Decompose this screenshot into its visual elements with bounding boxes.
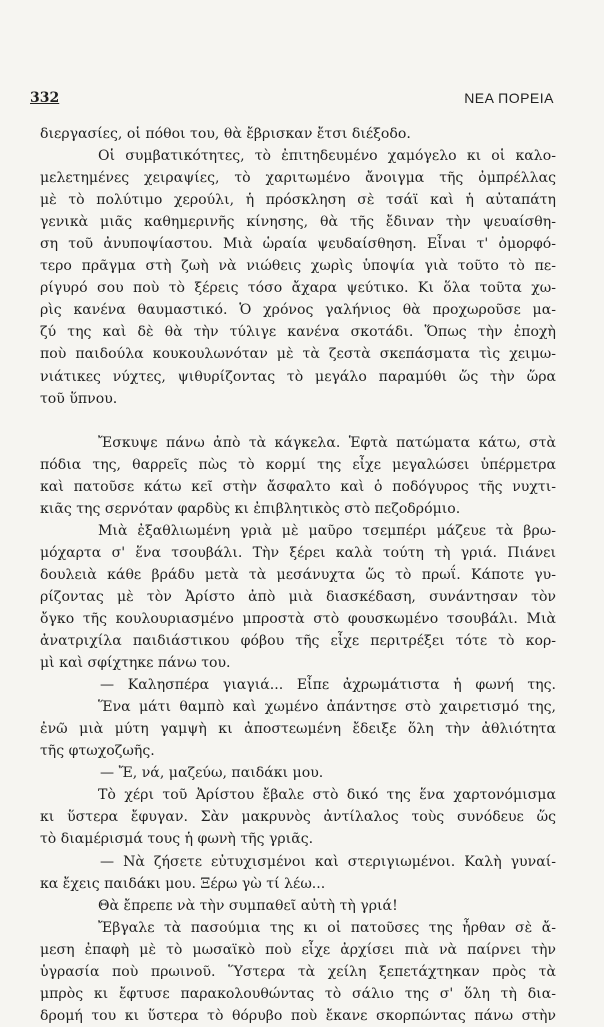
text-line: Οἱ συμβατικότητες, τὸ ἐπιτηδευμένο χαμόγελο κι οἱ καλο-: [98, 148, 556, 165]
text-line: τοῦ ὕπνου.: [40, 390, 118, 407]
text-line: Θὰ ἔπρεπε νὰ τὴν συμπαθεῖ αὐτὴ τὴ γριά!: [98, 897, 398, 914]
page-header: [30, 86, 554, 108]
text-line: Μιὰ ἐξαθλιωμένη γριὰ μὲ μαῦρο τσεμπέρι μάζευε τὰ βρω-: [98, 522, 556, 539]
text-line: κι ὕστερα ἔφυγαν. Σὰν μακρυνὸς ἀντίλαλος τοὺς συνόδευε ὥς: [40, 809, 556, 826]
text-line: — Ἔ, νά, μαζεύω, παιδάκι μου.: [100, 765, 324, 782]
text-line: Ἕνα μάτι θαμπὸ καὶ χωμένο ἀπάντησε στὸ χαιρετισμό της,: [98, 699, 556, 716]
text-line: ἐνῶ μιὰ μύτη γαμψὴ κι ἀποστεωμένη ἔδειξε ὅλη τὴν ἀθλιότητα: [40, 721, 556, 738]
text-line: Ἔσκυψε πάνω ἀπὸ τὰ κάγκελα. Ἑφτὰ πατώματα κάτω, στὰ: [98, 434, 556, 451]
text-line: πόδια της, θαρρεῖς πὼς τὸ κορμί της εἶχε μεγαλώσει ὑπέρμετρα: [40, 456, 556, 473]
text-line: — Καλησπέρα γιαγιά... Εἶπε ἀχρωμάτιστα ἡ φωνή της.: [100, 677, 556, 694]
text-line: μόχαρτα σ' ἕνα τσουβάλι. Τὴν ξέρει καλὰ τούτη τὴ γριά. Πιάνει: [40, 544, 556, 561]
text-line: μὶ καὶ σφίχτηκε πάνω του.: [40, 655, 231, 672]
text-line: ζύ της καὶ δὲ θὰ τὴν τύλιγε κανένα σκοτάδι. Ὅπως τὴν ἐποχὴ: [40, 324, 556, 341]
text-line: ρίζοντας μὲ τὸν Ἀρίστο ἀπὸ μιὰ διασκέδαση, συνάντησαν τὸν: [40, 588, 556, 605]
text-line: — Νὰ ζήσετε εὐτυχισμένοι καὶ στεριγιωμένοι. Καλὴ γυναί-: [100, 853, 556, 870]
text-line: κιᾶς της σερνόταν φαρδὺς κι ἐπιβλητικὸς στὸ πεζοδρόμιο.: [40, 500, 461, 517]
text-line: μελετημένες χειραψίες, τὸ χαριτωμένο ἄνοιγμα τῆς ὀμπρέλλας: [40, 170, 556, 187]
text-line: ση τοῦ ἀνυποψίαστου. Μιὰ ὡραία ψευδαίσθηση. Εἶναι τ' ὀμορφό-: [40, 236, 556, 253]
text-line: γενικὰ μιᾶς καθημερινῆς κίνησης, θὰ τῆς ἔδιναν τὴν ψευαίσθη-: [40, 214, 556, 231]
page-number: 332: [30, 90, 60, 106]
text-line: ποὺ παιδούλα κουκουλωνόταν μὲ τὰ ζεστὰ σκεπάσματα τὶς χειμω-: [40, 346, 556, 363]
text-line: τὸ διαμέρισμά τους ἡ φωνὴ τῆς γριᾶς.: [40, 831, 314, 848]
text-line: ὑγρασία ποὺ πρωινοῦ. Ὕστερα τὰ χείλη ξεπετάχτηκαν πρὸς τὰ: [40, 963, 556, 980]
text-line: μπρὸς κι ἔφτυσε παρακολουθώντας τὸ σάλιο της σ' ὅλη τὴ δια-: [40, 985, 556, 1002]
text-line: ὄγκο τῆς κουλουριασμένο μπροστὰ στὸ φουσκωμένο τσουβάλι. Μιὰ: [40, 610, 556, 627]
text-line: τῆς φτωχοζωῆς.: [40, 743, 155, 760]
text-line: τερο πρᾶγμα στὴ ζωὴ νὰ νιώθεις χωρὶς ὑποψία γιὰ τοῦτο τὸ πε-: [40, 258, 556, 275]
body-text: [40, 123, 556, 1027]
running-head: ΝΕΑ ΠΟΡΕΙΑ: [464, 90, 554, 106]
text-line: καὶ πατοῦσε κάτω κεῖ στὴν ἄσφαλτο καὶ ὁ ποδόγυρος τῆς νυχτι-: [40, 478, 556, 495]
text-line: δρομή του κι ὕστερα τὸ θόρυβο ποὺ ἔκανε σκορπώντας πάνω στὴν: [40, 1007, 556, 1024]
text-line: δουλειὰ κάθε βράδυ μετὰ τὰ μεσάνυχτα ὥς τὸ πρωΐ. Κάποτε γυ-: [40, 566, 556, 583]
text-line: Τὸ χέρι τοῦ Ἀρίστου ἔβαλε στὸ δικό της ἕνα χαρτονόμισμα: [98, 787, 556, 804]
text-line: ἀνατριχίλα παιδιάστικου φόβου τῆς εἶχε περιτρέξει τότε τὸ κορ-: [40, 633, 556, 650]
paragraph-gap: [40, 410, 556, 432]
text-line: Ἔβγαλε τὰ πασούμια της κι οἱ πατοῦσες της ἦρθαν σὲ ἄ-: [98, 919, 556, 936]
text-line: ρίγυρό σου ποὺ τὸ ξέρεις τόσο ἄχαρα ψεύτικο. Κι ὅλα τοῦτα χω-: [40, 280, 556, 297]
text-line: κα ἔχεις παιδάκι μου. Ξέρω γὼ τί λέω...: [40, 875, 326, 892]
text-line: διεργασίες, οἱ πόθοι του, θὰ ἔβρισκαν ἔτσι διέξοδο.: [40, 126, 411, 142]
text-line: νιάτικες νύχτες, ψιθυρίζοντας τὸ μεγάλο παραμύθι ὥς τὴν ὥρα: [40, 368, 556, 385]
text-line: ρὶς κανένα θαυμαστικό. Ὁ χρόνος γαλήνιος θὰ προχωροῦσε μα-: [40, 302, 556, 319]
text-line: μεση ἐπαφὴ μὲ τὸ μωσαϊκὸ ποὺ εἶχε ἀρχίσει πιὰ νὰ παίρνει τὴν: [40, 941, 556, 958]
text-line: μὲ τὸ πολύτιμο χερούλι, ἡ πρόσκληση σὲ τσάϊ καὶ ἡ αὐταπάτη: [40, 192, 556, 209]
